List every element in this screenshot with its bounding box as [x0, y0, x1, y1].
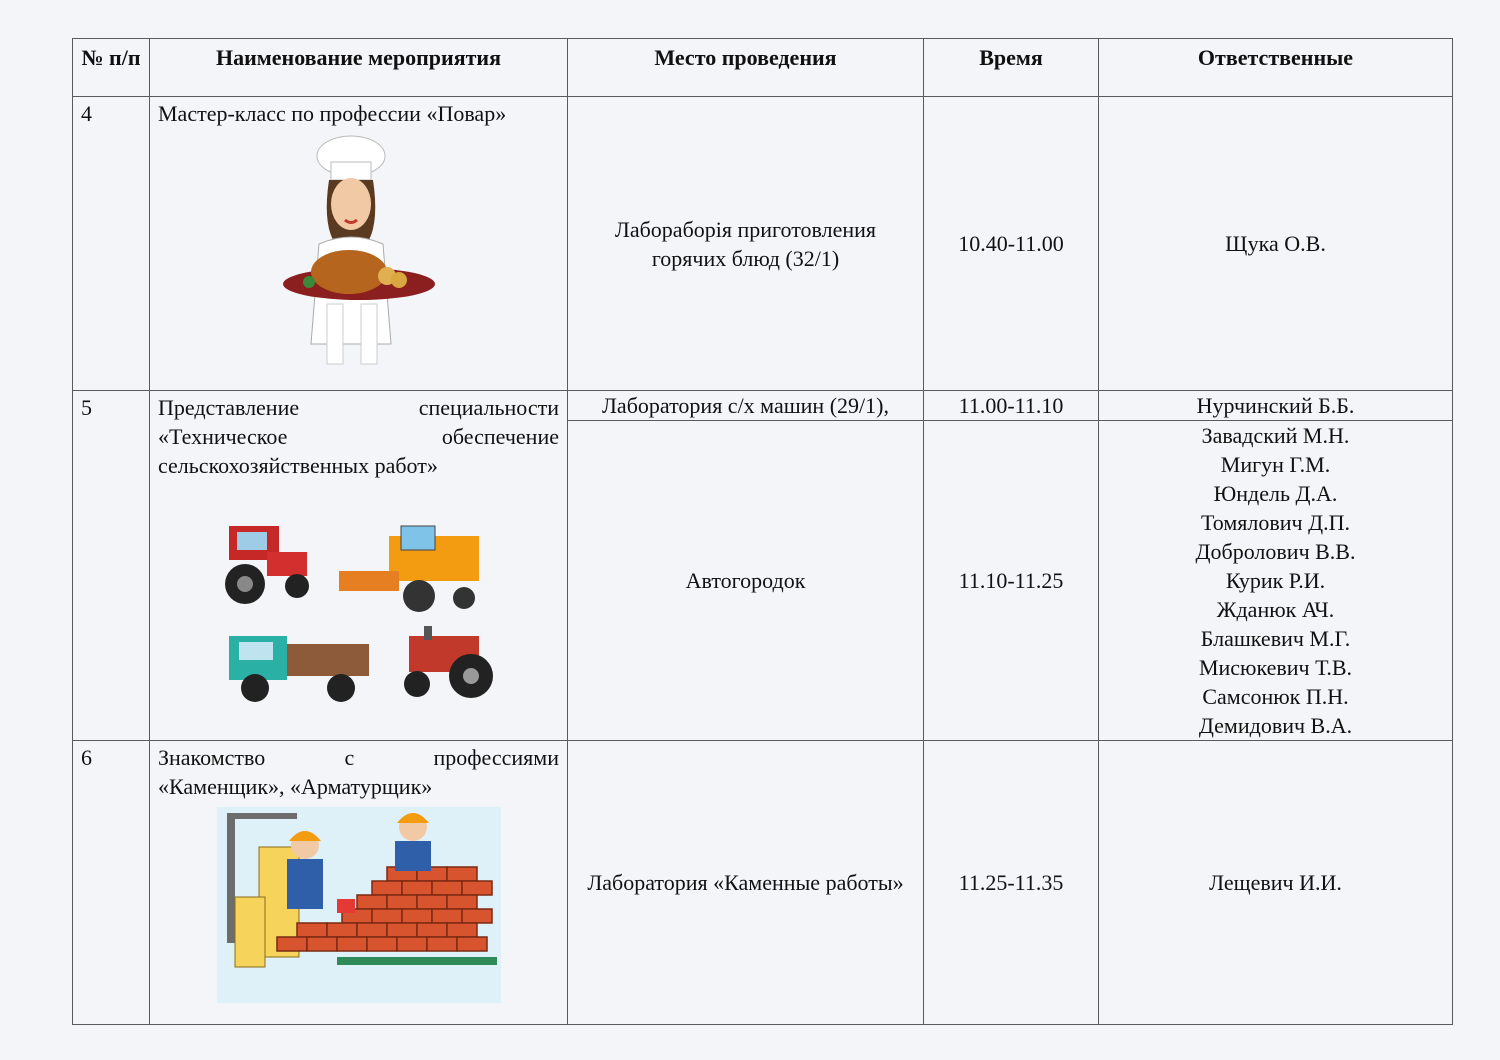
responsible-person: Самсонюк П.Н. — [1202, 684, 1349, 709]
header-time: Время — [924, 39, 1099, 97]
header-num: № п/п — [73, 39, 150, 97]
row-number: 6 — [73, 741, 150, 1025]
responsible-person: Блашкевич М.Г. — [1200, 626, 1351, 651]
header-row — [73, 39, 1453, 97]
event-time: 11.00-11.10 — [924, 391, 1099, 421]
event-place: Лаборатория с/х машин (29/1), — [568, 391, 924, 421]
event-name-line: сельскохозяйственных работ» — [158, 453, 438, 478]
header-place: Место проведения — [568, 39, 924, 97]
row-number: 4 — [73, 97, 150, 391]
event-time: 11.10-11.25 — [924, 421, 1099, 741]
table-row — [73, 97, 1453, 391]
header-name: Наименование мероприятия — [150, 39, 568, 97]
header-responsible: Ответственные — [1099, 39, 1453, 97]
event-name: Мастер-класс по профессии «Повар» — [158, 101, 507, 126]
event-time: 11.25-11.35 — [924, 741, 1099, 1025]
responsible-person: Томялович Д.П. — [1200, 510, 1350, 535]
responsible-person: Добролович В.В. — [1195, 539, 1356, 564]
event-responsible: Нурчинский Б.Б. — [1099, 391, 1453, 421]
event-place: Лабораборія приготовления горячих блюд (32/1) — [568, 97, 924, 391]
event-name-line: Знакомство с профессиями — [158, 745, 559, 770]
event-name-line: «Каменщик», «Арматурщик» — [158, 774, 433, 799]
event-name-line: Представление специальности — [158, 395, 559, 420]
responsible-person: Мисюкевич Т.В. — [1198, 655, 1353, 680]
responsible-person: Курик Р.И. — [1225, 568, 1326, 593]
responsible-person: Юндель Д.А. — [1213, 481, 1338, 506]
responsible-person: Жданюк АЧ. — [1216, 597, 1335, 622]
events-table — [72, 38, 1453, 1025]
event-place: Лаборатория «Каменные работы» — [568, 741, 924, 1025]
table-row — [73, 391, 1453, 421]
event-time: 10.40-11.00 — [924, 97, 1099, 391]
farm-machinery-illustration — [209, 516, 509, 716]
responsible-person: Завадский М.Н. — [1201, 423, 1350, 448]
responsible-person: Мигун Г.М. — [1220, 452, 1331, 477]
row-number: 5 — [73, 391, 150, 741]
bricklayers-illustration — [217, 807, 501, 1003]
responsible-list — [1099, 421, 1453, 741]
table-row — [73, 741, 1453, 1025]
event-responsible: Щука О.В. — [1099, 97, 1453, 391]
event-responsible: Лещевич И.И. — [1099, 741, 1453, 1025]
event-name-line: «Техническое обеспечение — [158, 424, 559, 449]
responsible-person: Демидович В.А. — [1198, 713, 1353, 738]
chef-illustration — [279, 134, 439, 369]
event-place: Автогородок — [568, 421, 924, 741]
